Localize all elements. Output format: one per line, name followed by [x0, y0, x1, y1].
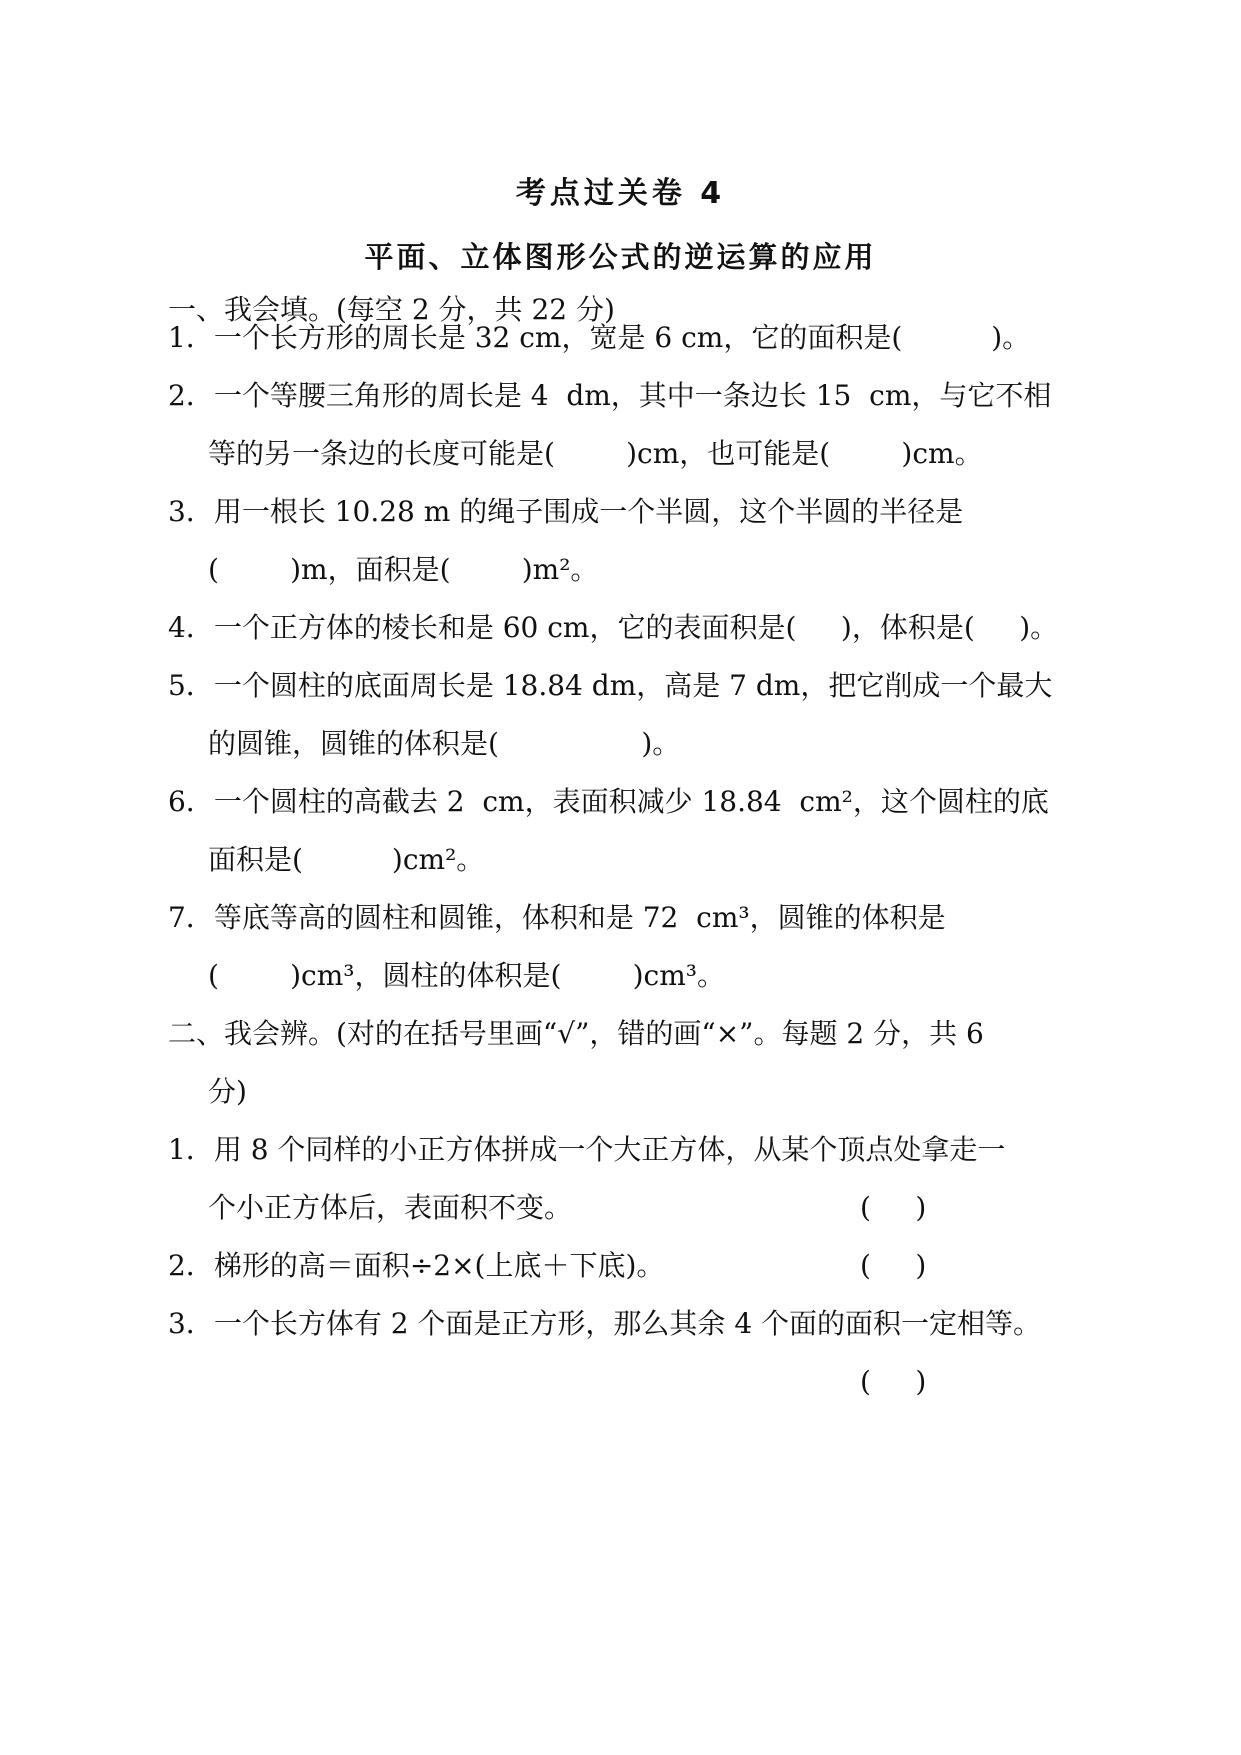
- q2-1-line-2: 个小正方体后，表面积不变。: [208, 1191, 573, 1224]
- q2-3-line-1: 3．一个长方体有 2 个面是正方形，那么其余 4 个面的面积一定相等。: [168, 1307, 1042, 1340]
- q1-6-line-1: 6．一个圆柱的高截去 2 cm，表面积减少 18.84 cm²，这个圆柱的底: [168, 785, 1049, 818]
- q1-2-line-2: 等的另一条边的长度可能是( )cm，也可能是( )cm。: [208, 437, 983, 470]
- q2-3-answer-box[interactable]: ( ): [860, 1365, 927, 1398]
- page-title: 考点过关卷 4: [515, 176, 726, 211]
- q1-3-line-2: ( )m，面积是( )m²。: [208, 553, 599, 586]
- q1-5-line-1: 5．一个圆柱的底面周长是 18.84 dm，高是 7 dm，把它削成一个最大: [168, 669, 1053, 702]
- q2-2-answer-box[interactable]: ( ): [860, 1249, 927, 1282]
- q1-3-line-1: 3．用一根长 10.28 m 的绳子围成一个半圆，这个半圆的半径是: [168, 495, 964, 528]
- q2-1-line-1: 1．用 8 个同样的小正方体拼成一个大正方体，从某个顶点处拿走一: [168, 1133, 1006, 1166]
- q2-1-answer-box[interactable]: ( ): [860, 1191, 927, 1224]
- q1-6-line-2: 面积是( )cm²。: [208, 843, 485, 876]
- q1-7-line-2: ( )cm³，圆柱的体积是( )cm³。: [208, 959, 726, 992]
- q1-4-line-1: 4．一个正方体的棱长和是 60 cm，它的表面积是( )，体积是( )。: [168, 611, 1059, 644]
- q1-2-line-1: 2．一个等腰三角形的周长是 4 dm，其中一条边长 15 cm，与它不相: [168, 379, 1052, 412]
- q1-5-line-2: 的圆锥，圆锥的体积是( )。: [208, 727, 681, 760]
- q1-1-line-1: 1．一个长方形的周长是 32 cm，宽是 6 cm，它的面积是( )。: [168, 321, 1031, 354]
- section2-heading-line-2: 分): [208, 1075, 247, 1108]
- section2-heading-line-1: 二、我会辨。(对的在括号里画“√”，错的画“×”。每题 2 分，共 6: [168, 1017, 984, 1050]
- page-subtitle: 平面、立体图形公式的逆运算的应用: [364, 240, 877, 274]
- section1-heading: 一、我会填。(每空 2 分，共 22 分): [168, 293, 615, 326]
- q2-2-line-1: 2．梯形的高＝面积÷2×(上底＋下底)。: [168, 1249, 665, 1282]
- q1-7-line-1: 7．等底等高的圆柱和圆锥，体积和是 72 cm³，圆锥的体积是: [168, 901, 946, 934]
